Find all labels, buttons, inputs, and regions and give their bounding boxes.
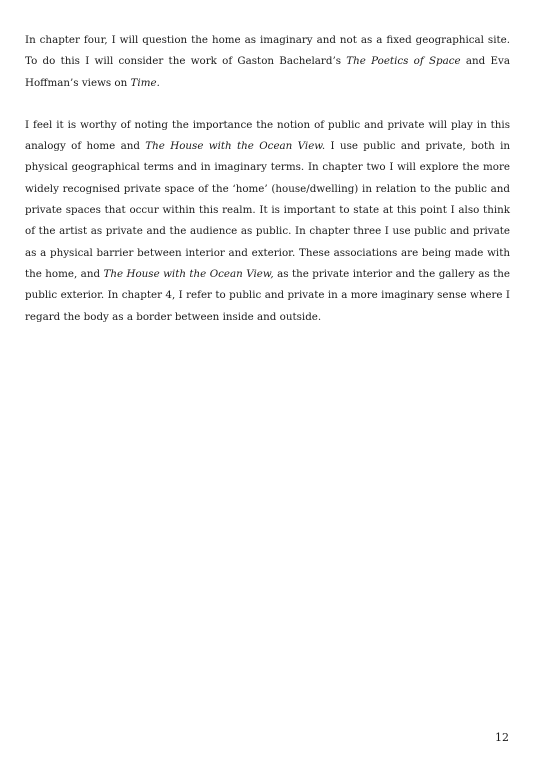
book-title-time: Time. <box>130 76 160 89</box>
text-run: I feel it is worthy of noting the importance the notion of public and private will play in this analogy of home and <box>25 118 510 153</box>
text-run: as the private interior and the gallery as the public exterior. In chapter 4, I refer to public and private in a more imaginary sense where I regard the body as a border between inside and outside. <box>25 267 510 323</box>
text-run: and Eva Hoffman’s views on <box>25 55 510 89</box>
work-title-house-ocean-view: The House with the Ocean View. <box>145 140 326 153</box>
body-text <box>25 30 510 349</box>
paragraph-chapter-four <box>25 30 510 94</box>
work-title-house-ocean-view: The House with the Ocean View, <box>103 267 274 280</box>
paragraph-public-private <box>25 115 510 328</box>
page-number: 12 <box>495 731 509 744</box>
book-title-poetics-of-space: The Poetics of Space <box>346 55 461 68</box>
text-run: In chapter four, I will question the home as imaginary and not as a fixed geographical site. To do this I will consider the work of Gaston Bachelard’s <box>25 34 510 68</box>
text-run: I use public and private, both in physical geographical terms and in imaginary terms. In chapter two I will explore the more widely recognised private space of the ‘home’ (house/dwelling) in relation to the public and private spaces that occur within this realm. It is important to state at this point I also think of the artist as private and the audience as public. In chapter three I use public and private as a physical barrier between interior and exterior. These associations are being made with the home, and <box>25 140 511 280</box>
